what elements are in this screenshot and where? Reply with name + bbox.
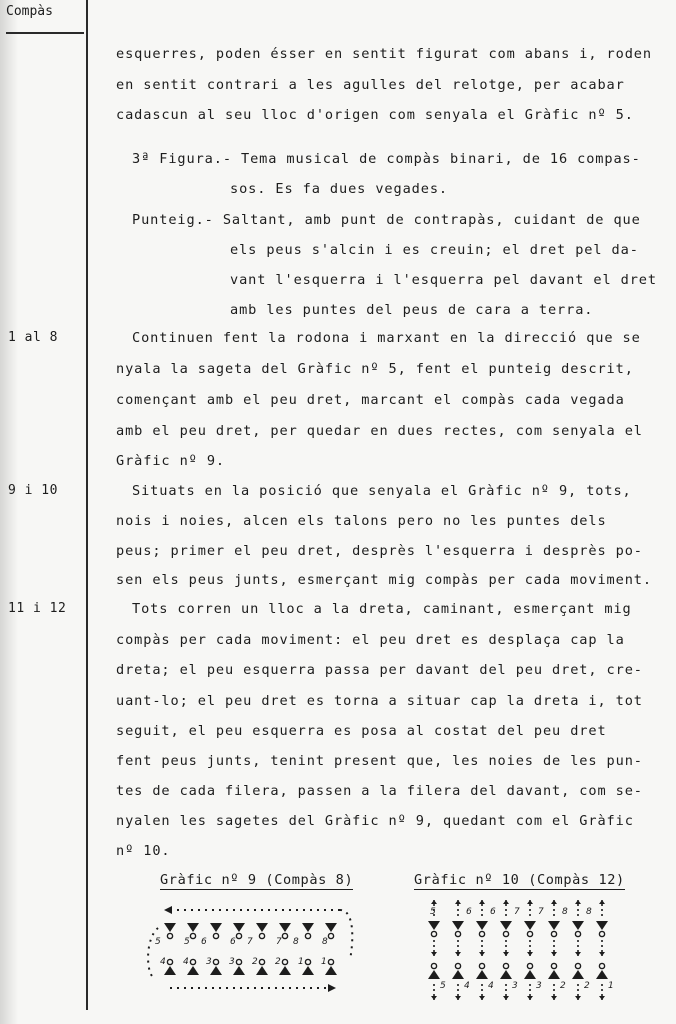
dancer-head-icon (190, 933, 195, 938)
dancer-number: 4 (160, 957, 166, 967)
dancer-number: 5 (155, 937, 161, 947)
dancer-head-icon (213, 933, 218, 938)
dancer-number: 2 (584, 981, 590, 991)
move-arrowhead-icon (431, 996, 437, 1000)
dancer-head-icon (527, 931, 532, 936)
section1-line: començant amb el peu dret, marcant el compàs cada vegada (116, 392, 625, 408)
punteig-line: amb les puntes del peus de cara a terra. (230, 302, 594, 318)
move-arrowhead-icon (479, 900, 485, 904)
margin-label-11-i-12: 11 i 12 (8, 601, 67, 616)
dancer-up-icon (476, 970, 488, 979)
dancer-up-icon (233, 966, 245, 975)
margin-label-9-i-10: 9 i 10 (8, 483, 58, 498)
dancer-number: 7 (538, 907, 544, 917)
punteig-line: vant l'esquerra i l'esquerra pel davant el dret (230, 272, 657, 288)
move-arrowhead-icon (575, 996, 581, 1000)
dancer-head-icon (575, 931, 580, 936)
dancer-number: 7 (514, 907, 520, 917)
dancer-down-icon (572, 921, 584, 930)
intro-line: en sentit contrari a les agulles del relotge, per acabar (116, 77, 625, 93)
dancer-head-icon (599, 963, 604, 968)
dancer-head-icon (236, 933, 241, 938)
move-arrowhead-icon (551, 952, 557, 956)
dancer-up-icon (279, 966, 291, 975)
dancer-number: 1 (298, 957, 304, 967)
dancer-up-icon (500, 970, 512, 979)
dancer-number: 6 (466, 907, 472, 917)
move-arrowhead-icon (455, 900, 461, 904)
dancer-head-icon (282, 959, 287, 964)
move-arrowhead-icon (455, 996, 461, 1000)
arrow-left-icon (164, 906, 172, 914)
dancer-number: 6 (230, 937, 236, 947)
move-arrowhead-icon (527, 900, 533, 904)
dancer-down-icon (476, 921, 488, 930)
move-arrowhead-icon (575, 952, 581, 956)
dancer-number: 3 (229, 957, 235, 967)
dancer-head-icon (213, 959, 218, 964)
punteig-line: els peus s'alcin i es creuin; el dret pel da- (230, 242, 639, 258)
section3-line: dreta; el peu esquerra passa per davant del peu dret, cre- (116, 662, 643, 678)
dancer-up-icon (452, 970, 464, 979)
move-arrowhead-icon (599, 996, 605, 1000)
dancer-head-icon (259, 959, 264, 964)
dancer-down-icon (164, 923, 176, 932)
dancer-head-icon (236, 959, 241, 964)
dancer-number: 6 (490, 907, 496, 917)
section1-line: Continuen fent la rodona i marxant en la direcció que se (132, 330, 641, 346)
dancer-head-icon (328, 933, 333, 938)
dancer-head-icon (305, 933, 310, 938)
figura-line: sos. Es fa dues vegades. (230, 181, 449, 197)
dancer-number: 4 (464, 981, 470, 991)
dancer-head-icon (190, 959, 195, 964)
section3-line: seguit, el peu esquerra es posa al costat del peu dret (116, 723, 607, 739)
dancer-head-icon (431, 963, 436, 968)
section3-line: compàs per cada moviment: el peu dret es desplaça cap la (116, 632, 625, 648)
dancer-number: 8 (562, 907, 568, 917)
dancer-up-icon (524, 970, 536, 979)
dancer-head-icon (431, 931, 436, 936)
section3-line: fent peus junts, tenint present que, les noies de les pun- (116, 753, 643, 769)
move-arrowhead-icon (527, 952, 533, 956)
grafic-10-diagram (414, 896, 634, 1008)
move-arrowhead-icon (503, 900, 509, 904)
dancer-number: 5 (430, 907, 436, 917)
dancer-head-icon (167, 959, 172, 964)
dancer-number: 2 (560, 981, 566, 991)
grafic-9-title: Gràfic nº 9 (Compàs 8) (160, 872, 354, 888)
dancer-head-icon (167, 933, 172, 938)
margin-label-1-al-8: 1 al 8 (8, 330, 58, 345)
section1-line: Gràfic nº 9. (116, 453, 226, 469)
dancer-up-icon (548, 970, 560, 979)
dancer-down-icon (548, 921, 560, 930)
dancer-down-icon (302, 923, 314, 932)
dancer-head-icon (282, 933, 287, 938)
move-arrowhead-icon (551, 996, 557, 1000)
grafic-9-diagram (140, 898, 370, 998)
dancer-number: 3 (512, 981, 518, 991)
section1-line: nyala la sageta del Gràfic nº 5, fent el punteig descrit, (116, 361, 634, 377)
margin-header: Compàs (6, 4, 53, 19)
section2-line: nois i noies, alcen els talons pero no les puntes dels (116, 513, 607, 529)
move-arrowhead-icon (527, 996, 533, 1000)
dancer-number: 2 (252, 957, 258, 967)
dancer-up-icon (210, 966, 222, 975)
dancer-number: 5 (440, 981, 446, 991)
dancer-up-icon (428, 970, 440, 979)
dancer-number: 7 (247, 937, 253, 947)
move-arrowhead-icon (431, 952, 437, 956)
figura-line: 3ª Figura.- Tema musical de compàs binari, de 16 compas- (132, 151, 641, 167)
dancer-number: 1 (608, 981, 614, 991)
dancer-number: 2 (275, 957, 281, 967)
section2-line: Situats en la posició que senyala el Gràfic nº 9, tots, (132, 483, 632, 499)
dancer-number: 4 (488, 981, 494, 991)
dancer-head-icon (503, 963, 508, 968)
margin-header-rule (6, 32, 84, 34)
move-arrowhead-icon (455, 952, 461, 956)
dancer-head-icon (305, 959, 310, 964)
arrow-right-icon (328, 984, 336, 992)
dancer-up-icon (256, 966, 268, 975)
page-edge-shadow (0, 0, 18, 1024)
grafic-10-title: Gràfic nº 10 (Compàs 12) (414, 872, 625, 888)
intro-line: cadascun al seu lloc d'origen com senyala el Gràfic nº 5. (116, 107, 634, 123)
move-arrowhead-icon (503, 952, 509, 956)
section3-line: tes de cada filera, passen a la filera del davant, com se- (116, 783, 643, 799)
dancer-up-icon (164, 966, 176, 975)
intro-line: esquerres, poden ésser en sentit figurat com abans i, roden (116, 46, 652, 62)
move-arrowhead-icon (551, 900, 557, 904)
dancer-up-icon (596, 970, 608, 979)
move-arrowhead-icon (575, 900, 581, 904)
dancer-number: 5 (184, 937, 190, 947)
dancer-head-icon (503, 931, 508, 936)
move-arrowhead-icon (599, 900, 605, 904)
dancer-number: 1 (321, 957, 327, 967)
move-arrowhead-icon (503, 996, 509, 1000)
dancer-down-icon (596, 921, 608, 930)
dancer-up-icon (572, 970, 584, 979)
move-arrowhead-icon (431, 900, 437, 904)
dancer-head-icon (455, 931, 460, 936)
section3-line: nº 10. (116, 843, 171, 859)
dancer-number: 3 (536, 981, 542, 991)
dancer-down-icon (210, 923, 222, 932)
section2-line: peus; primer el peu dret, desprès l'esquerra i desprès po- (116, 543, 643, 559)
dancer-head-icon (479, 963, 484, 968)
punteig-line: Punteig.- Saltant, amb punt de contrapàs, cuidant de que (132, 212, 641, 228)
dancer-number: 6 (201, 937, 207, 947)
dancer-down-icon (524, 921, 536, 930)
dancer-head-icon (259, 933, 264, 938)
section3-line: uant-lo; el peu dret es torna a situar cap la dreta i, tot (116, 693, 643, 709)
section1-line: amb el peu dret, per quedar en dues rectes, com senyala el (116, 423, 643, 439)
dancer-number: 8 (293, 937, 299, 947)
dancer-down-icon (325, 923, 337, 932)
margin-rule (86, 0, 88, 1010)
dancer-number: 3 (206, 957, 212, 967)
section3-line: Tots corren un lloc a la dreta, caminant, esmerçant mig (132, 601, 632, 617)
dancer-head-icon (575, 963, 580, 968)
dancer-number: 7 (276, 937, 282, 947)
dancer-down-icon (428, 921, 440, 930)
dancer-up-icon (302, 966, 314, 975)
dancer-head-icon (479, 931, 484, 936)
path-right (340, 910, 352, 960)
move-arrowhead-icon (479, 996, 485, 1000)
move-arrowhead-icon (479, 952, 485, 956)
dancer-down-icon (279, 923, 291, 932)
dancer-head-icon (455, 963, 460, 968)
section3-line: nyalen les sagetes del Gràfic nº 9, quedant com el Gràfic (116, 813, 634, 829)
section2-line: sen els peus junts, esmerçant mig compàs per cada moviment. (116, 572, 652, 588)
dancer-down-icon (452, 921, 464, 930)
dancer-down-icon (500, 921, 512, 930)
dancer-number: 8 (586, 907, 592, 917)
dancer-head-icon (328, 959, 333, 964)
dancer-down-icon (233, 923, 245, 932)
dancer-number: 4 (183, 957, 189, 967)
dancer-head-icon (599, 931, 604, 936)
dancer-head-icon (551, 931, 556, 936)
dancer-down-icon (256, 923, 268, 932)
dancer-up-icon (325, 966, 337, 975)
path-left (148, 928, 158, 976)
move-arrowhead-icon (599, 952, 605, 956)
dancer-number: 8 (322, 937, 328, 947)
dancer-up-icon (187, 966, 199, 975)
dancer-down-icon (187, 923, 199, 932)
dancer-head-icon (551, 963, 556, 968)
dancer-head-icon (527, 963, 532, 968)
